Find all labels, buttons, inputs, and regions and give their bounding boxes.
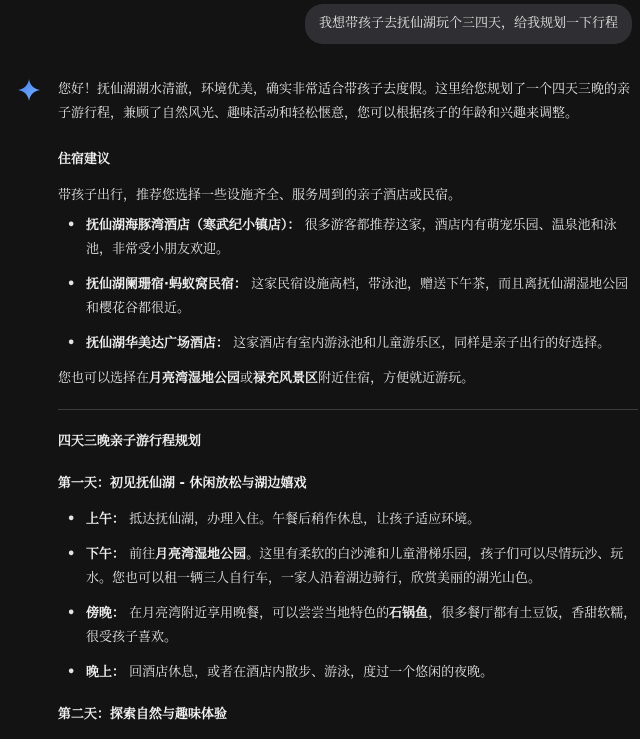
bullet-dot: • [67, 277, 76, 292]
bullet-dot: • [67, 336, 76, 351]
list-item [58, 273, 638, 321]
hotel-desc: 这家民宿设施高档，带泳池，赠送下午茶，而且离抚仙湖湿地公园和樱花谷都很近。 [86, 277, 629, 316]
time-desc: ，很多餐厅都有土豆饭，香甜软糯，很受孩子喜欢。 [86, 606, 637, 645]
hotel-desc: 这家酒店有室内游泳池和儿童游乐区，同样是亲子出行的好选择。 [233, 336, 611, 351]
note-text: 或 [240, 371, 254, 386]
list-item [58, 332, 638, 356]
assistant-response [58, 78, 638, 739]
itinerary-title: 四天三晚亲子游行程规划 [58, 434, 202, 449]
time-desc: 回酒店休息，或者在酒店内散步、游泳，度过一个悠闲的夜晚。 [129, 665, 494, 680]
time-desc: 前往 [129, 547, 156, 562]
lodging-lead: 带孩子出行，推荐您选择一些设施齐全、服务周到的亲子酒店或民宿。 [58, 188, 462, 203]
time-desc: 。这里有柔软的白沙滩和儿童滑梯乐园，孩子们可以尽情玩沙、玩水。您也可以租一辆三人自行车，一家人沿着湖边骑行，欣赏美丽的湖光山色。 [86, 547, 624, 586]
gemini-spark-icon [18, 79, 40, 101]
time-label: 下午： [86, 547, 126, 562]
user-message-bubble [305, 4, 632, 44]
bullet-dot: • [67, 606, 76, 621]
time-desc: 抵达抚仙湖，办理入住。午餐后稍作休息，让孩子适应环境。 [129, 512, 481, 527]
bullet-dot: • [67, 665, 76, 680]
list-item [58, 508, 638, 532]
time-desc: 在月亮湾附近享用晚餐，可以尝尝当地特色的 [129, 606, 390, 621]
dish-name: 石锅鱼 [389, 606, 429, 621]
section-divider [58, 409, 638, 410]
bullet-dot: • [67, 547, 76, 562]
note-place: 月亮湾湿地公园 [149, 371, 241, 386]
list-item [58, 543, 638, 591]
lodging-note [58, 367, 638, 391]
hotel-desc: 很多游客都推荐这家，酒店内有萌宠乐园、温泉池和泳池，非常受小朋友欢迎。 [86, 218, 617, 257]
list-item [58, 661, 638, 685]
list-item [58, 214, 638, 262]
place-name: 月亮湾湿地公园 [155, 547, 247, 562]
hotel-name: 抚仙湖华美达广场酒店： [86, 336, 230, 351]
time-label: 傍晚： [86, 606, 126, 621]
list-item [58, 602, 638, 650]
hotel-name: 抚仙湖阑珊宿·蚂蚁窝民宿： [86, 277, 247, 292]
lodging-list [58, 214, 638, 356]
response-intro: 您好！抚仙湖湖水清澈，环境优美，确实非常适合带孩子去度假。这里给您规划了一个四天三晚的亲子游行程，兼顾了自然风光、趣味活动和轻松惬意，您可以根据孩子的年龄和兴趣来调整。 [58, 82, 631, 121]
note-text: 您也可以选择在 [58, 371, 150, 386]
lodging-heading: 住宿建议 [58, 152, 111, 167]
day1-list [58, 508, 638, 685]
day1-title: 第一天：初见抚仙湖 - 休闲放松与湖边嬉戏 [58, 476, 307, 491]
day2-title: 第二天：探索自然与趣味体验 [58, 707, 228, 722]
bullet-dot: • [67, 512, 76, 527]
note-place: 禄充风景区 [253, 371, 319, 386]
time-label: 晚上： [86, 665, 126, 680]
user-message-text: 我想带孩子去抚仙湖玩个三四天，给我规划一下行程 [318, 16, 618, 31]
hotel-name: 抚仙湖海豚湾酒店（寒武纪小镇店）： [86, 218, 301, 233]
bullet-dot: • [67, 218, 76, 233]
note-text: 附近住宿，方便就近游玩。 [318, 371, 475, 386]
time-label: 上午： [86, 512, 126, 527]
